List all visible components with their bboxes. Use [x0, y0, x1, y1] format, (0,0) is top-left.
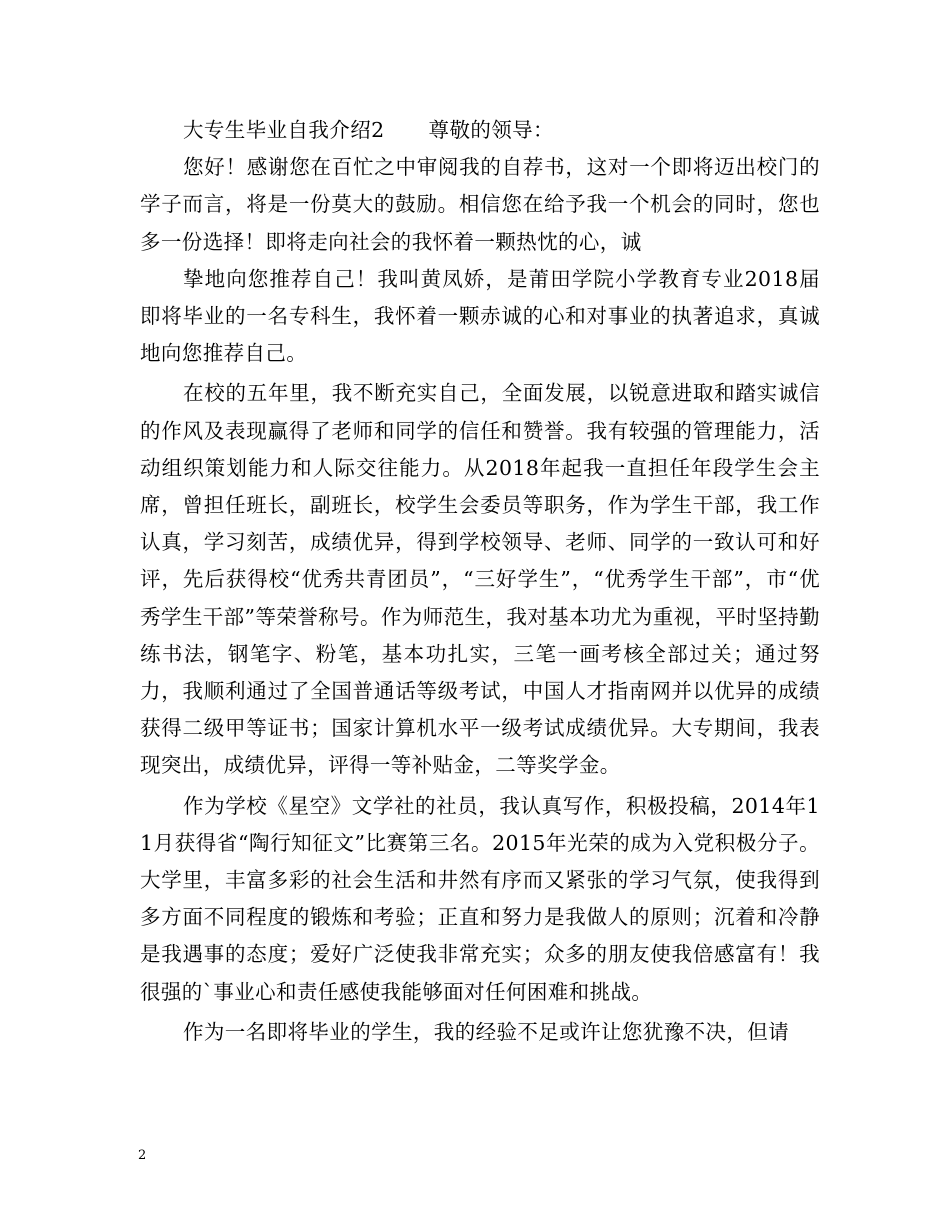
paragraph-3: 在校的五年里，我不断充实自己，全面发展，以锐意进取和踏实诚信的作风及表现赢得了老师和同学的信任和赞誉。我有较强的管理能力，活动组织策划能力和人际交往能力。从2018年起我一直担任年段学生会主席，曾担任班长，副班长，校学生会委员等职务，作为学生干部，我工作认真，学习刻苦，成绩优异，得到学校领导、老师、同学的一致认可和好评，先后获得校“优秀共青团员”，“三好学生”，“优秀学生干部”，市“优秀学生干部”等荣誉称号。作为师范生，我对基本功尤为重视，平时坚持勤练书法，钢笔字、粉笔，基本功扎实，三笔一画考核全部过关；通过努力，我顺利通过了全国普通话等级考试，中国人才指南网并以优异的成绩获得二级甲等证书；国家计算机水平一级考试成绩优异。大专期间，我表现突出，成绩优异，评得一等补贴金，二等奖学金。	[140, 381, 820, 778]
page-number: 2	[138, 1148, 147, 1163]
document-body	[140, 112, 820, 1051]
title-line	[140, 112, 820, 149]
document-title: 大专生毕业自我介绍2	[183, 118, 385, 142]
greeting: 尊敬的领导：	[428, 118, 554, 142]
paragraph-4: 作为学校《星空》文学社的社员，我认真写作，积极投稿，2014年11月获得省“陶行知征文”比赛第三名。2015年光荣的成为入党积极分子。 大学里，丰富多彩的社会生活和井然有序而又紧张的学习气氛，使我得到多方面不同程度的锻炼和考验；正直和努力是我做人的原则；沉着和冷静是我遇事的态度；爱好广泛使我非常充实；众多的朋友使我倍感富有！我很强的`事业心和责任感使我能够面对任何困难和挑战。	[140, 793, 820, 1004]
paragraph-5: 作为一名即将毕业的学生，我的经验不足或许让您犹豫不决，但请	[183, 1019, 790, 1044]
paragraph-2: 挚地向您推荐自己！我叫黄凤娇，是莆田学院小学教育专业2018届即将毕业的一名专科生，我怀着一颗赤诚的心和对事业的执著追求，真诚地向您推荐自己。	[140, 266, 820, 366]
paragraph-1: 您好！感谢您在百忙之中审阅我的自荐书，这对一个即将迈出校门的学子而言，将是一份莫大的鼓励。相信您在给予我一个机会的同时，您也多一份选择！即将走向社会的我怀着一颗热忱的心，诚	[140, 155, 820, 254]
